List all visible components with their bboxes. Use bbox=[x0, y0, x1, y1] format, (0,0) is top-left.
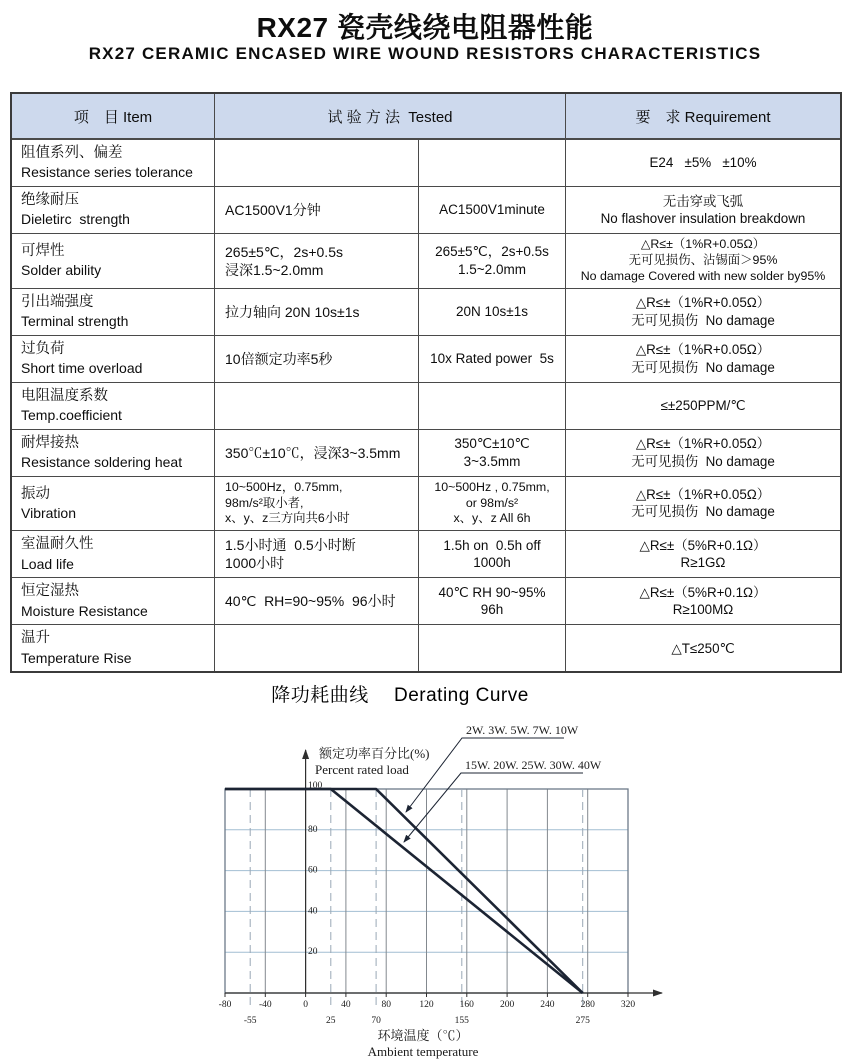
table-row bbox=[12, 429, 840, 476]
svg-text:160: 160 bbox=[459, 1000, 474, 1010]
page-subtitle: RX27 CERAMIC ENCASED WIRE WOUND RESISTORS CHARACTERISTICS bbox=[88, 44, 762, 63]
requirement-cell: △R≤±（1%R+0.05Ω） 无可见损伤 No damage bbox=[631, 436, 775, 469]
table-header-requirement: 要 求 Requirement bbox=[566, 94, 840, 138]
item-cell: 温升 Temperature Rise bbox=[12, 625, 215, 671]
page-title: RX27 瓷壳线绕电阻器性能 bbox=[256, 12, 594, 43]
table-row bbox=[12, 530, 840, 577]
table-row bbox=[12, 624, 840, 671]
svg-text:-40: -40 bbox=[258, 1000, 272, 1010]
table-row bbox=[12, 186, 840, 233]
requirement-cell: △R≤±（5%R+0.1Ω） R≥100MΩ bbox=[639, 584, 767, 618]
method-en-cell: 40℃ RH 90~95% 96h bbox=[419, 578, 566, 624]
svg-text:320: 320 bbox=[620, 1000, 636, 1010]
table-header-item: 项 目 Item bbox=[12, 94, 215, 138]
requirement-cell: △R≤±（1%R+0.05Ω） 无可见损伤、沾锡面＞95% No damage Covered with new solder by95% bbox=[580, 237, 826, 283]
svg-text:-80: -80 bbox=[218, 1000, 232, 1010]
method-en-cell: 10x Rated power 5s bbox=[419, 336, 566, 382]
method-en-cell: 265±5℃，2s+0.5s 1.5~2.0mm bbox=[419, 234, 566, 288]
svg-text:275: 275 bbox=[575, 1016, 590, 1026]
table-row bbox=[12, 382, 840, 429]
table-row bbox=[12, 139, 840, 186]
x-axis-label-en: Ambient temperature bbox=[367, 1044, 479, 1059]
table-header-tested: 试 验 方 法 Tested bbox=[215, 94, 566, 138]
legend-leader-line bbox=[406, 738, 564, 812]
derating-series bbox=[225, 789, 583, 993]
method-cn-cell: 265±5℃，2s+0.5s 浸深1.5~2.0mm bbox=[215, 234, 419, 288]
svg-text:155: 155 bbox=[454, 1016, 469, 1026]
svg-text:60: 60 bbox=[308, 865, 318, 876]
table-row bbox=[12, 233, 840, 288]
item-cell: 阻值系列、偏差 Resistance series tolerance bbox=[12, 140, 215, 186]
requirement-cell: △R≤±（1%R+0.05Ω） 无可见损伤 No damage bbox=[631, 487, 775, 520]
legend-label: 2W. 3W. 5W. 7W. 10W bbox=[466, 723, 579, 737]
requirement-cell: △R≤±（5%R+0.1Ω） R≥1GΩ bbox=[639, 537, 767, 571]
derating-chart-svg bbox=[180, 710, 700, 1060]
svg-text:80: 80 bbox=[308, 824, 318, 835]
y-axis-label-en: Percent rated load bbox=[315, 762, 409, 777]
svg-text:200: 200 bbox=[499, 1000, 515, 1010]
requirement-cell: △R≤±（1%R+0.05Ω） 无可见损伤 No damage bbox=[631, 342, 775, 375]
method-cn-cell: 1.5小时通 0.5小时断 1000小时 bbox=[215, 531, 419, 577]
svg-text:20: 20 bbox=[308, 947, 318, 958]
svg-text:120: 120 bbox=[419, 1000, 434, 1010]
method-cn-cell: 10倍额定功率5秒 bbox=[215, 336, 419, 382]
method-en-cell bbox=[419, 140, 566, 186]
method-cn-cell bbox=[215, 140, 419, 186]
item-cell: 绝缘耐压 Dieletirc strength bbox=[12, 187, 215, 233]
table-header-row bbox=[12, 94, 840, 139]
svg-text:25: 25 bbox=[326, 1016, 336, 1026]
table-row bbox=[12, 577, 840, 624]
method-en-cell: 350℃±10℃ 3~3.5mm bbox=[419, 430, 566, 476]
method-cn-cell: 拉力轴向 20N 10s±1s bbox=[215, 289, 419, 335]
item-cell: 恒定湿热 Moisture Resistance bbox=[12, 578, 215, 624]
derating-series bbox=[225, 789, 583, 993]
method-en-cell: AC1500V1minute bbox=[419, 187, 566, 233]
requirement-cell: 无击穿或飞弧 No flashover insulation breakdown bbox=[600, 193, 806, 226]
item-cell: 振动 Vibration bbox=[12, 477, 215, 531]
x-axis-label-zh: 环境温度（℃） bbox=[377, 1028, 469, 1043]
legend-label: 15W. 20W. 25W. 30W. 40W bbox=[465, 758, 602, 772]
svg-text:240: 240 bbox=[540, 1000, 555, 1010]
svg-text:70: 70 bbox=[371, 1016, 381, 1026]
table-row bbox=[12, 335, 840, 382]
table-row bbox=[12, 288, 840, 335]
svg-text:40: 40 bbox=[341, 1000, 351, 1010]
svg-text:-55: -55 bbox=[243, 1016, 257, 1026]
method-cn-cell bbox=[215, 625, 419, 671]
item-cell: 室温耐久性 Load life bbox=[12, 531, 215, 577]
svg-text:0: 0 bbox=[303, 1000, 308, 1010]
method-cn-cell bbox=[215, 383, 419, 429]
requirement-cell: E24 ±5% ±10% bbox=[649, 155, 757, 171]
method-en-cell bbox=[419, 383, 566, 429]
spec-table bbox=[10, 92, 842, 673]
item-cell: 耐焊接热 Resistance soldering heat bbox=[12, 430, 215, 476]
y-axis-label-zh: 额定功率百分比(%) bbox=[319, 746, 430, 761]
svg-text:40: 40 bbox=[308, 906, 318, 917]
method-en-cell bbox=[419, 625, 566, 671]
item-cell: 引出端强度 Terminal strength bbox=[12, 289, 215, 335]
method-en-cell: 1.5h on 0.5h off 1000h bbox=[419, 531, 566, 577]
method-cn-cell: 40℃ RH=90~95% 96小时 bbox=[215, 578, 419, 624]
svg-text:280: 280 bbox=[580, 1000, 595, 1010]
derating-curve-title: 降功耗曲线 Derating Curve bbox=[271, 685, 529, 706]
derating-chart bbox=[180, 710, 700, 1060]
requirement-cell: △T≤250℃ bbox=[671, 640, 735, 656]
requirement-cell: △R≤±（1%R+0.05Ω） 无可见损伤 No damage bbox=[631, 295, 775, 328]
legend-leader-line bbox=[404, 773, 583, 842]
item-cell: 过负荷 Short time overload bbox=[12, 336, 215, 382]
svg-text:100: 100 bbox=[308, 781, 323, 791]
method-cn-cell: AC1500V1分钟 bbox=[215, 187, 419, 233]
method-cn-cell: 10~500Hz，0.75mm, 98m/s²取小者, x、y、z三方向共6小时 bbox=[215, 477, 419, 531]
method-en-cell: 20N 10s±1s bbox=[419, 289, 566, 335]
requirement-cell: ≤±250PPM/℃ bbox=[660, 397, 746, 413]
table-row bbox=[12, 476, 840, 531]
item-cell: 电阻温度系数 Temp.coefficient bbox=[12, 383, 215, 429]
method-cn-cell: 350℃±10℃，浸深3~3.5mm bbox=[215, 430, 419, 476]
item-cell: 可焊性 Solder ability bbox=[12, 234, 215, 288]
method-en-cell: 10~500Hz , 0.75mm, or 98m/s² x、y、z All 6h bbox=[419, 477, 566, 531]
svg-text:80: 80 bbox=[381, 1000, 391, 1010]
